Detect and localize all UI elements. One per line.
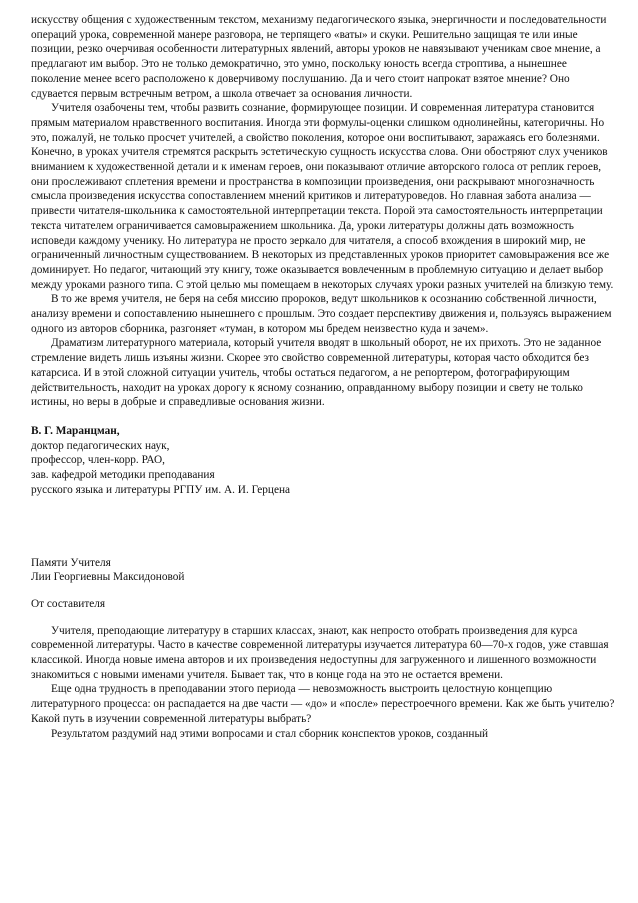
spacer xyxy=(31,410,615,424)
author-title-line: русского языка и литературы РГПУ им. А. И. Герцена xyxy=(31,483,291,496)
paragraph-1: искусству общения с художественным текстом, механизму педагогического языка, энергичности и последовательности операций урока, современной манере разговора, не терпящего «ваты» и скуки. Решительно защищая те или иные позиции, резко очерчивая особенности литературных явлений, авторы уроков не навязывают ученикам свое мнение, а предлагают им выбор. Это не только демократично, это умно, поскольку юность всегда строптива, а нынешнее поколение менее всего расположено к доверчивому послушанию. Да и чего стоит напрокат взятое мнение? Оно сдувается первым встречным ветром, а школа отвечает за основания личности. xyxy=(31,14,607,100)
paragraph-4: Драматизм литературного материала, который учителя вводят в школьный оборот, не их прихоть. Это не заданное стремление видеть лишь изъяны жизни. Скорее это свойство современной литературы, которая часто обходится без катарсиса. И в этой сложной ситуации учитель, чтобы остаться педагогом, а не репортером, фотографирующим действительность, находит на уроках дорогу к ясному сознанию, оправданному выбору позиции и свету не только истины, но веры в добрые и справедливые основания жизни. xyxy=(31,337,602,409)
author-signature xyxy=(31,424,615,498)
author-title-line: зав. кафедрой методики преподавания xyxy=(31,469,215,482)
spacer xyxy=(31,612,615,624)
spacer xyxy=(31,585,615,597)
author-name: В. Г. Маранцман, xyxy=(31,424,120,437)
dedication xyxy=(31,556,615,585)
dedication-line: Лии Георгиевны Максидоновой xyxy=(31,571,185,584)
author-title-line: доктор педагогических наук, xyxy=(31,439,170,452)
document-page xyxy=(31,13,615,741)
dedication-line: Памяти Учителя xyxy=(31,556,111,569)
paragraph-7: Результатом раздумий над этими вопросами и стал сборник конспектов уроков, созданный xyxy=(51,727,489,740)
paragraph-5: Учителя, преподающие литературу в старших классах, знают, как непросто отобрать произведения для курса современной литературы. Часто в качестве современной литературы изучается литература 60—70-х годов, уже ставшая классикой. Иногда новые имена авторов и их произведения недоступны для загруженного и лишенного возможности знакомиться с новыми именами учителя. Бывает так, что в конце года на это не остается времени. xyxy=(31,624,609,681)
paragraph-3: В то же время учителя, не беря на себя миссию пророков, ведут школьников к осознанию собственной личности, анализу времени и сопоставлению нынешнего с прошлым. Это создает перспективу движения и, пользуясь выражением одного из авторов сборника, разгоняет «туман, в котором мы бредем неизвестно куда и зачем». xyxy=(31,293,612,335)
paragraph-6: Еще одна трудность в преподавании этого периода — невозможность выстроить целостную концепцию литературного процесса: он распадается на две части — «до» и «после» перестроечного времени. Как же быть учителю? Какой путь в изучении современной литературы выбрать? xyxy=(31,683,615,725)
paragraph-2: Учителя озабочены тем, чтобы развить сознание, формирующее позиции. И современная литература становится прямым материалом нравственного воспитания. Иногда эти формулы-оценки слишком однолинейны, категоричны. Но это, пожалуй, не только просчет учителей, а свойство поколения, которое они воспитывают, заражаясь его болезнями. Конечно, в уроках учителя стремятся раскрыть эстетическую сущность искусства слова. Они обостряют слух учеников вниманием к художественной детали и к именам героев, они показывают отличие авторского голоса от реплик героев, они прослеживают сплетения времени и пространства в композиции произведения, они раскрывают многозначность смысла произведения искусства сопоставлением мнений критиков и литературоведов. Но главная забота анализа — привести читателя-школьника к самостоятельной интерпретации текста. Порой эта самостоятельность интерпретации текста читателем ограничивается самовыражением школьника. Да, уроки литературы должны дать возможность исповеди каждому ученику. Но литература не просто зеркало для читателя, а способ вхождения в широкий мир, не ограниченный личностным существованием. В некоторых из представленных уроков приоритет самовыражения все же доминирует. Но педагог, читающий эту книгу, тоже оказывается вовлеченным в проблемную ситуацию и делает выбор между уроками разного типа. С этой целью мы помещаем в некоторых случаях уроки разных учителей на близкую тему. xyxy=(31,102,614,291)
section-heading-compiler: От составителя xyxy=(31,597,106,610)
spacer xyxy=(31,498,615,556)
author-title-line: профессор, член-корр. РАО, xyxy=(31,454,165,467)
